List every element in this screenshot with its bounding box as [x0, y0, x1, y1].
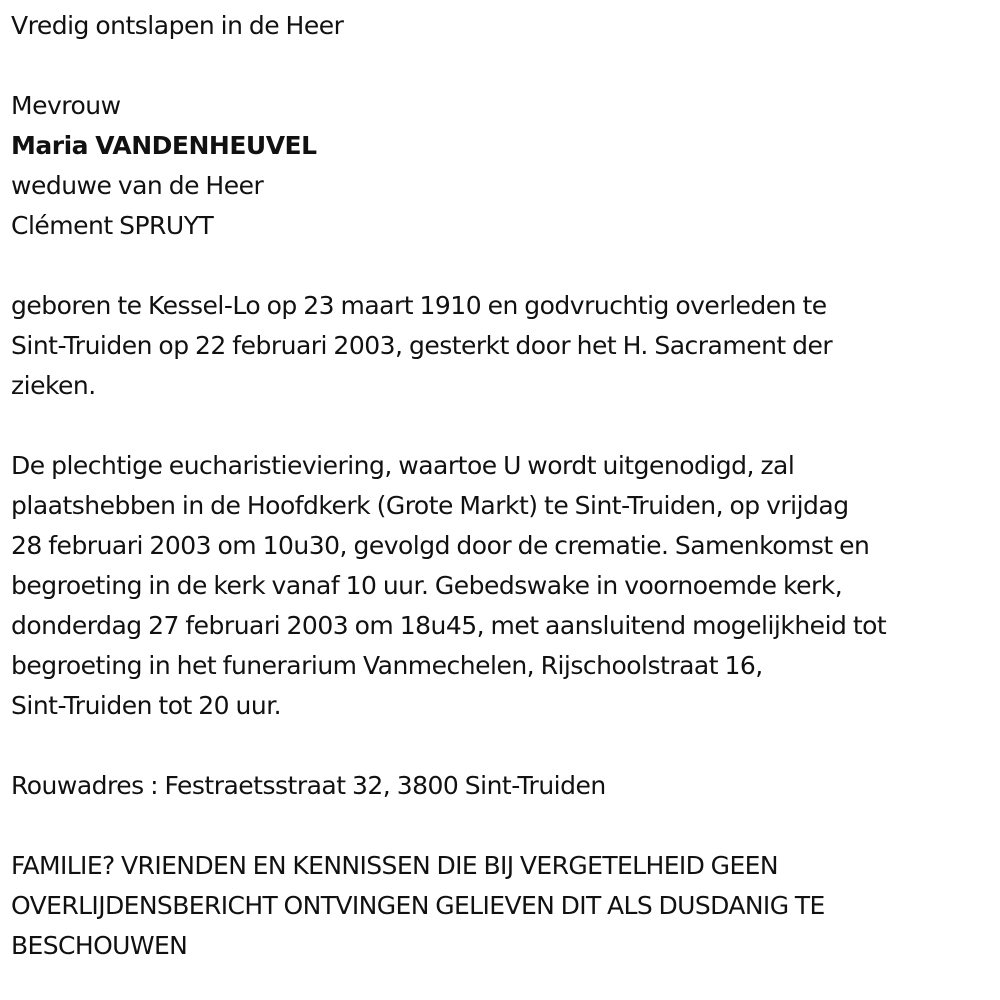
birth-death-paragraph	[11, 286, 996, 406]
deceased-name: Maria VANDENHEUVEL	[11, 131, 317, 160]
closing-paragraph	[11, 846, 996, 966]
ceremony-paragraph	[11, 446, 996, 726]
spouse-name: Clément SPRUYT	[11, 211, 214, 240]
paragraph-line: donderdag 27 februari 2003 om 18u45, met aansluitend mogelijkheid tot	[11, 611, 887, 640]
mourning-address: Rouwadres : Festraetsstraat 32, 3800 Sint-Truiden	[11, 771, 606, 800]
honorific: Mevrouw	[11, 91, 121, 120]
paragraph-line: BESCHOUWEN	[11, 931, 188, 960]
spacer	[11, 406, 996, 446]
spacer	[11, 46, 996, 86]
spacer	[11, 726, 996, 766]
paragraph-line: begroeting in het funerarium Vanmechelen, Rijschoolstraat 16,	[11, 651, 763, 680]
paragraph-line: zieken.	[11, 371, 96, 400]
paragraph-line: plaatshebben in de Hoofdkerk (Grote Markt) te Sint-Truiden, op vrijdag	[11, 491, 849, 520]
paragraph-line: Sint-Truiden op 22 februari 2003, gesterkt door het H. Sacrament der	[11, 331, 833, 360]
death-notice	[11, 6, 996, 966]
spacer	[11, 806, 996, 846]
paragraph-line: OVERLIJDENSBERICHT ONTVINGEN GELIEVEN DIT ALS DUSDANIG TE	[11, 891, 825, 920]
opening-line: Vredig ontslapen in de Heer	[11, 11, 344, 40]
paragraph-line: FAMILIE? VRIENDEN EN KENNISSEN DIE BIJ VERGETELHEID GEEN	[11, 851, 778, 880]
spacer	[11, 246, 996, 286]
widow-of-line: weduwe van de Heer	[11, 171, 264, 200]
paragraph-line: De plechtige eucharistieviering, waartoe U wordt uitgenodigd, zal	[11, 451, 795, 480]
paragraph-line: Sint-Truiden tot 20 uur.	[11, 691, 282, 720]
paragraph-line: begroeting in de kerk vanaf 10 uur. Gebedswake in voornoemde kerk,	[11, 571, 843, 600]
paragraph-line: geboren te Kessel-Lo op 23 maart 1910 en godvruchtig overleden te	[11, 291, 827, 320]
paragraph-line: 28 februari 2003 om 10u30, gevolgd door de crematie. Samenkomst en	[11, 531, 870, 560]
